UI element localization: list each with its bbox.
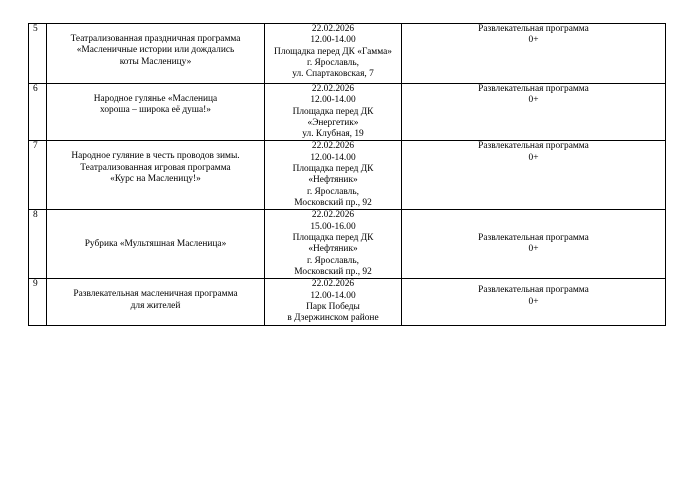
table-row — [29, 84, 666, 141]
event-details — [265, 210, 402, 279]
event-kind — [402, 210, 666, 279]
event-title-line: Народное гулянье «Масленица — [93, 94, 218, 104]
event-time: 12.00-14.00 — [310, 152, 356, 163]
event-venue-line: «Нефтяник» — [308, 175, 358, 186]
event-venue-line: Площадка перед ДК — [292, 233, 374, 244]
event-title — [47, 141, 265, 210]
event-title-line: Народное гуляние в честь проводов зимы. — [71, 151, 240, 162]
event-venue-line: «Энергетик» — [307, 117, 359, 128]
row-number: 9 — [29, 279, 47, 326]
event-kind — [402, 279, 666, 326]
event-time: 12.00-14.00 — [310, 95, 356, 106]
event-kind-label: Развлекательная программа — [478, 84, 589, 94]
row-number: 5 — [29, 24, 47, 84]
event-time: 15.00-16.00 — [310, 221, 356, 232]
table-row — [29, 279, 666, 326]
event-date: 22.02.2026 — [311, 279, 355, 290]
event-venue-line: «Нефтяник» — [308, 244, 358, 255]
event-date: 22.02.2026 — [311, 24, 355, 34]
event-kind-label: Развлекательная программа — [478, 24, 589, 34]
age-rating: 0+ — [528, 95, 539, 106]
event-venue-line: Парк Победы — [306, 302, 360, 313]
event-title — [47, 210, 265, 279]
table-row — [29, 210, 666, 279]
age-rating: 0+ — [528, 296, 539, 307]
age-rating: 0+ — [528, 244, 539, 255]
event-kind-label: Развлекательная программа — [478, 141, 589, 152]
event-details — [265, 84, 402, 141]
event-details — [265, 279, 402, 326]
event-venue-line: ул. Спартаковская, 7 — [292, 69, 374, 80]
event-venue-line: ул. Клубная, 19 — [302, 129, 364, 140]
event-kind-label: Развлекательная программа — [478, 285, 589, 296]
event-title-line: коты Масленицу» — [119, 56, 192, 67]
event-venue-line: г. Ярославль, — [307, 57, 359, 68]
table-row — [29, 141, 666, 210]
event-venue-line: г. Ярославль, — [307, 255, 359, 266]
event-venue-line: Площадка перед ДК — [292, 164, 374, 175]
event-venue-line: Московский пр., 92 — [294, 197, 372, 208]
event-venue-line: Площадка перед ДК — [292, 106, 374, 117]
events-table — [28, 23, 666, 326]
event-details — [265, 141, 402, 210]
event-time: 12.00-14.00 — [310, 35, 356, 46]
event-kind-label: Развлекательная программа — [478, 233, 589, 244]
event-kind — [402, 141, 666, 210]
event-time: 12.00-14.00 — [310, 290, 356, 301]
event-details — [265, 24, 402, 84]
row-number: 6 — [29, 84, 47, 141]
age-rating: 0+ — [528, 35, 539, 46]
event-title-line: для жителей — [130, 300, 181, 311]
age-rating: 0+ — [528, 152, 539, 163]
event-venue-line: Московский пр., 92 — [294, 266, 372, 277]
event-title — [47, 84, 265, 141]
event-title — [47, 279, 265, 326]
event-title-line: Театрализованная праздничная программа — [70, 34, 241, 44]
event-date: 22.02.2026 — [311, 84, 355, 94]
event-date: 22.02.2026 — [311, 141, 355, 152]
event-title-line: «Масленичные истории или дождались — [76, 45, 235, 56]
event-title-line: Театрализованная игровая программа — [80, 162, 231, 173]
event-date: 22.02.2026 — [311, 210, 355, 221]
row-number: 7 — [29, 141, 47, 210]
row-number: 8 — [29, 210, 47, 279]
event-title-line: Рубрика «Мультяшная Масленица» — [84, 238, 227, 249]
event-kind — [402, 24, 666, 84]
event-venue-line: Площадка перед ДК «Гамма» — [274, 46, 392, 57]
event-title-line: «Курс на Масленицу!» — [110, 174, 201, 185]
event-kind — [402, 84, 666, 141]
event-title-line: хороша – широка её душа!» — [100, 105, 211, 116]
event-venue-line: г. Ярославль, — [307, 186, 359, 197]
event-title-line: Развлекательная масленичная программа — [73, 289, 238, 300]
table-row — [29, 24, 666, 84]
event-venue-line: в Дзержинском районе — [287, 313, 379, 324]
event-title — [47, 24, 265, 84]
